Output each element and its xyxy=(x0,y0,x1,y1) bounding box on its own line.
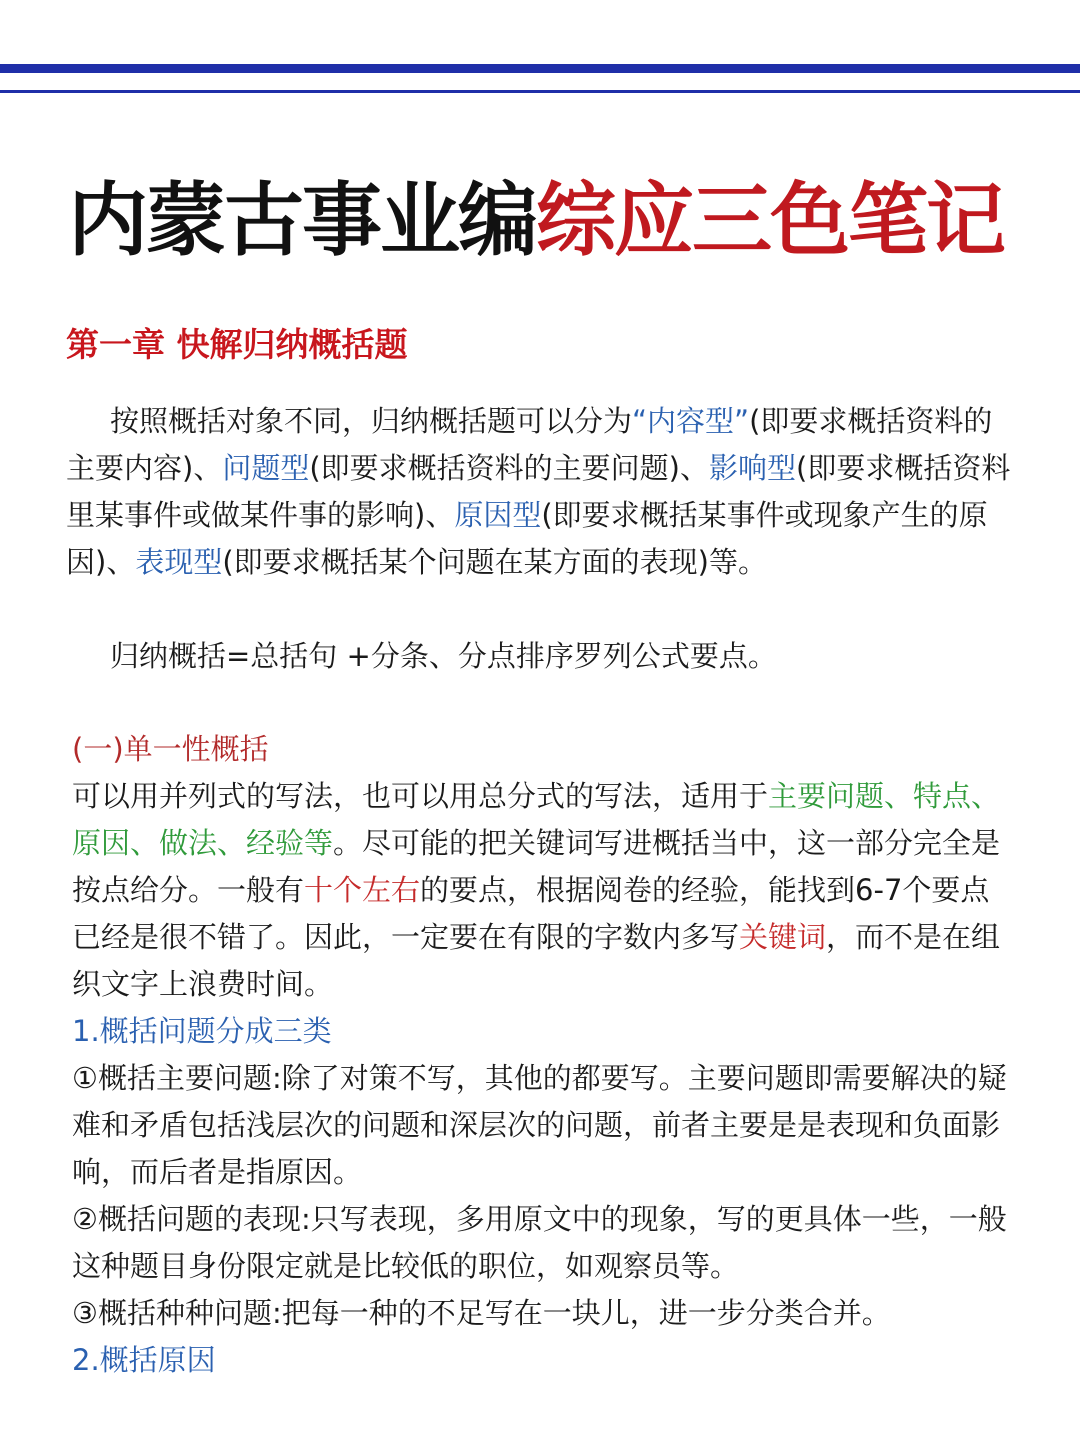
chapter-heading: 第一章 快解归纳概括题 xyxy=(66,325,408,364)
type-cause-highlight: 原因型 xyxy=(454,498,542,532)
list-item-1: ①概括主要问题:除了对策不写，其他的都要写。主要问题即需要解决的疑难和矛盾包括浅层次的问题和深层次的问题，前者主要是是表现和负面影响，而后者是指原因。 xyxy=(72,1061,1007,1189)
intro-text-1: 按照概括对象不同，归纳概括题可以分为 xyxy=(110,404,633,438)
intro-text-3: (即要求概括资料的主要问题)、 xyxy=(309,451,709,485)
single-text-2: 。尽可能的把关键词写进概括当中，这一部分完全是按点给分。一般有 xyxy=(72,826,1001,907)
section-heading-single: (一)单一性概括 xyxy=(72,732,269,766)
type-content-highlight: “内容型” xyxy=(632,404,750,438)
intro-paragraph xyxy=(66,398,1016,586)
type-impact-highlight: 影响型 xyxy=(708,451,796,485)
type-manifestation-highlight: 表现型 xyxy=(135,545,223,579)
intro-text-2: (即要求概括资料的主要内容)、 xyxy=(66,404,993,485)
subheading-causes: 2.概括原因 xyxy=(72,1343,216,1377)
single-green-highlight: 主要问题、特点、原因、做法、经验等 xyxy=(72,779,1001,860)
section-single-paragraph xyxy=(72,773,1016,1008)
title-red-part: 综应三色笔记 xyxy=(536,173,1004,267)
top-divider-thick xyxy=(0,64,1080,73)
top-divider-thin xyxy=(0,90,1080,93)
formula-line: 归纳概括=总括句 +分条、分点排序罗列公式要点。 xyxy=(110,639,777,673)
single-text-1: 可以用并列式的写法，也可以用总分式的写法，适用于 xyxy=(72,779,769,813)
list-item-3: ③概括种种问题:把每一种的不足写在一块儿，进一步分类合并。 xyxy=(72,1296,891,1330)
single-red-highlight-1: 十个左右 xyxy=(304,873,421,907)
subheading-problem-types: 1.概括问题分成三类 xyxy=(72,1014,332,1048)
single-red-highlight-2: 关键词 xyxy=(739,920,827,954)
single-text-3: 的要点，根据阅卷的经验，能找到6-7个要点已经是很不错了。因此，一定要在有限的字数内多写 xyxy=(72,873,990,954)
list-item-2: ②概括问题的表现:只写表现，多用原文中的现象，写的更具体一些，一般这种题目身份限定就是比较低的职位，如观察员等。 xyxy=(72,1202,1007,1283)
single-text-4: ，而不是在组织文字上浪费时间。 xyxy=(72,920,1001,1001)
intro-text-5: (即要求概括某事件或现象产生的原因)、 xyxy=(66,498,988,579)
title-black-part: 内蒙古事业编 xyxy=(68,173,536,267)
intro-text-4: (即要求概括资料里某事件或做某件事的影响)、 xyxy=(66,451,1011,532)
page-title xyxy=(68,165,1068,275)
intro-text-6: (即要求概括某个问题在某方面的表现)等。 xyxy=(222,545,767,579)
type-problem-highlight: 问题型 xyxy=(222,451,310,485)
